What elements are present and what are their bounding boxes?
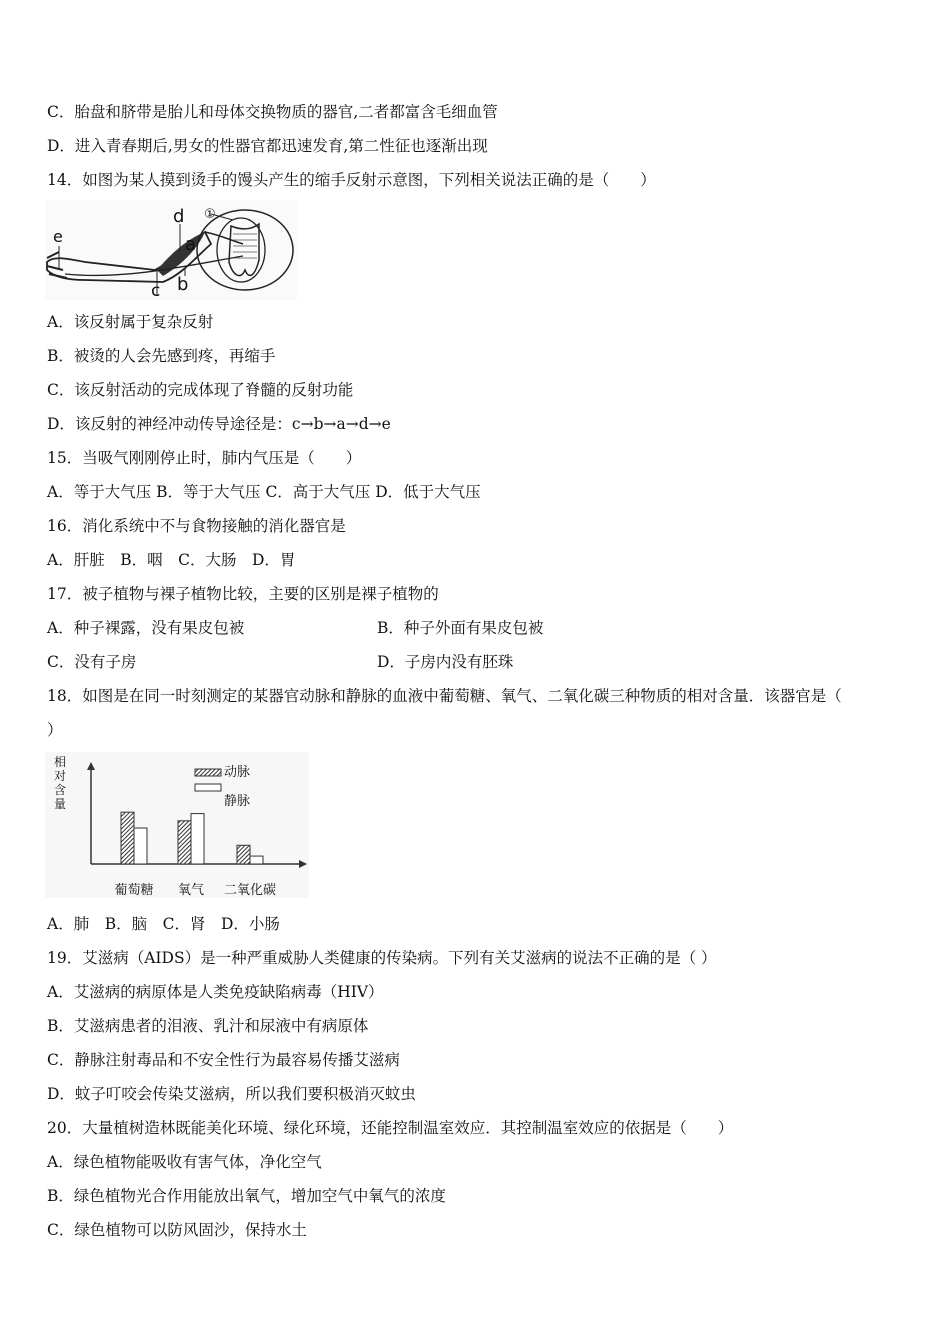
blood-content-chart (45, 752, 309, 898)
q14-option-b: B．被烫的人会先感到疼，再缩手 (47, 347, 276, 365)
q16-options: A．肝脏 B．咽 C．大肠 D．胃 (47, 551, 296, 569)
q17-option-b: B．种子外面有果皮包被 (377, 619, 544, 637)
bar-vein-0 (134, 828, 147, 864)
chart-category-labels (114, 882, 276, 898)
q14-stem: 14．如图为某人摸到烫手的馒头产生的缩手反射示意图，下列相关说法正确的是（ ） (47, 171, 656, 189)
q15-stem: 15．当吸气刚刚停止时，肺内气压是（ ） (47, 449, 362, 467)
category-label-2: 二氧化碳 (223, 883, 277, 898)
legend-artery-swatch (195, 769, 221, 776)
q20-option-c: C．绿色植物可以防风固沙，保持水土 (47, 1221, 307, 1239)
reflex-label-b: b (177, 274, 189, 295)
q18-stem: 18．如图是在同一时刻测定的某器官动脉和静脉的血液中葡萄糖、氧气、二氧化碳三种物质的相对含量．该器官是（ (47, 687, 842, 705)
q16-stem: 16．消化系统中不与食物接触的消化器官是 (47, 517, 346, 535)
bar-artery-1 (178, 821, 191, 864)
reflex-label-e: e (53, 227, 63, 246)
q13-option-c: C．胎盘和脐带是胎儿和母体交换物质的器官,二者都富含毛细血管 (47, 103, 498, 121)
reflex-label-a: a (185, 234, 197, 255)
ylabel-char-2: 含 (54, 783, 67, 797)
reflex-arc-figure (45, 200, 297, 300)
q14-option-c: C．该反射活动的完成体现了脊髓的反射功能 (47, 381, 354, 399)
q18-stem-end: ） (47, 721, 63, 739)
bar-artery-2 (237, 845, 250, 864)
q19-option-d: D．蚊子叮咬会传染艾滋病，所以我们要积极消灭蚊虫 (47, 1085, 416, 1103)
legend-vein-swatch (195, 784, 221, 791)
q13-option-d: D．进入青春期后,男女的性器官都迅速发育,第二性征也逐渐出现 (47, 137, 488, 155)
q17-option-c: C．没有子房 (47, 653, 137, 671)
bar-artery-0 (121, 812, 134, 864)
chart-ylabel (54, 754, 66, 811)
bar-vein-2 (250, 856, 263, 864)
reflex-label-d: d (173, 206, 185, 227)
q15-options: A．等于大气压 B．等于大气压 C．高于大气压 D．低于大气压 (47, 483, 481, 501)
category-label-0: 葡萄糖 (114, 883, 154, 898)
legend-artery-label: 动脉 (224, 765, 251, 780)
legend-vein-label: 静脉 (224, 794, 251, 809)
q19-stem: 19．艾滋病（AIDS）是一种严重威胁人类健康的传染病。下列有关艾滋病的说法不正确的是（ ） (47, 949, 717, 967)
q14-option-d: D．该反射的神经冲动传导途径是：c→b→a→d→e (47, 415, 391, 433)
ylabel-char-3: 量 (54, 797, 67, 811)
q20-stem: 20．大量植树造林既能美化环境、绿化环境，还能控制温室效应．其控制温室效应的依据是（ ） (47, 1119, 734, 1137)
q17-stem: 17．被子植物与裸子植物比较，主要的区别是裸子植物的 (47, 585, 439, 603)
ylabel-char-0: 相 (54, 755, 67, 769)
q20-option-b: B．绿色植物光合作用能放出氧气，增加空气中氧气的浓度 (47, 1187, 446, 1205)
q19-option-a: A．艾滋病的病原体是人类免疫缺陷病毒（HIV） (47, 983, 384, 1001)
q18-options: A．肺 B．脑 C．肾 D．小肠 (47, 915, 280, 933)
q17-option-a: A．种子裸露，没有果皮包被 (47, 619, 245, 637)
bar-vein-1 (191, 814, 204, 864)
q19-option-b: B．艾滋病患者的泪液、乳汁和尿液中有病原体 (47, 1017, 369, 1035)
reflex-label-circled: ① (204, 207, 216, 222)
q19-option-c: C．静脉注射毒品和不安全性行为最容易传播艾滋病 (47, 1051, 400, 1069)
q14-option-a: A．该反射属于复杂反射 (47, 313, 214, 331)
category-label-1: 氧气 (177, 883, 205, 898)
q20-option-a: A．绿色植物能吸收有害气体，净化空气 (47, 1153, 322, 1171)
q17-option-d: D．子房内没有胚珠 (377, 653, 514, 671)
chart-background (45, 752, 309, 898)
ylabel-char-1: 对 (54, 769, 67, 783)
reflex-label-c: c (151, 281, 161, 300)
